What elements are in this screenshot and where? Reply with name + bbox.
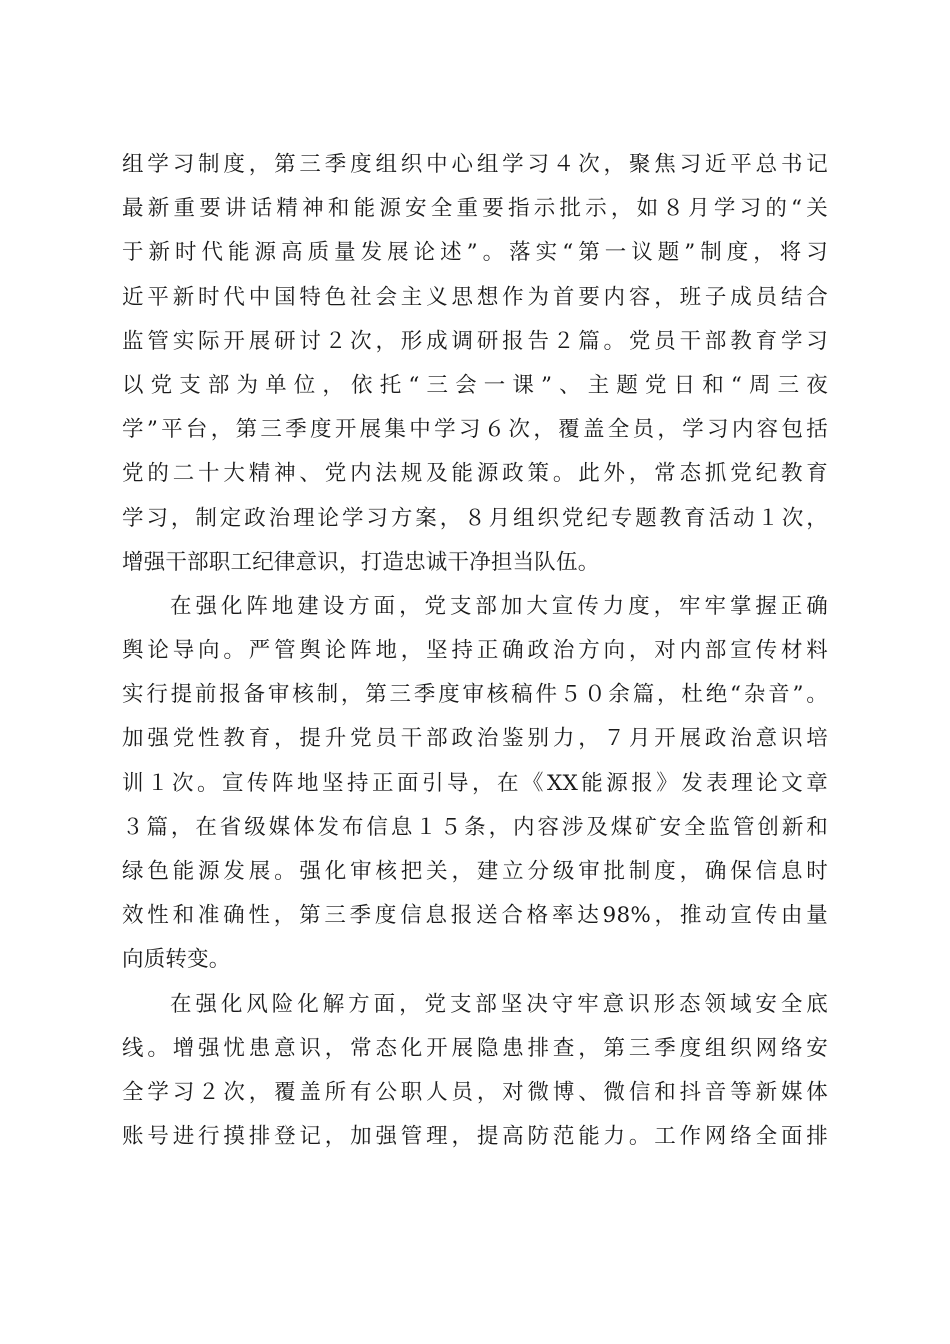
text-line: 账号进行摸排登记，加强管理，提高防范能力。工作网络全面排: [122, 1124, 828, 1150]
text-line: 全学习２次，覆盖所有公职人员，对微博、微信和抖音等新媒体: [122, 1079, 828, 1105]
text-line: 训１次。宣传阵地坚持正面引导，在《XX能源报》发表理论文章: [122, 770, 828, 796]
text-line: 最新重要讲话精神和能源安全重要指示批示，如８月学习的“关: [122, 196, 828, 222]
text-line: 学”平台，第三季度开展集中学习６次，覆盖全员，学习内容包括: [122, 417, 828, 443]
text-line: 监管实际开展研讨２次，形成调研报告２篇。党员干部教育学习: [122, 328, 828, 354]
text-line: 加强党性教育，提升党员干部政治鉴别力，７月开展政治意识培: [122, 726, 828, 752]
text-line: ３篇，在省级媒体发布信息１５条，内容涉及煤矿安全监管创新和: [122, 814, 828, 840]
text-line: 党的二十大精神、党内法规及能源政策。此外，常态抓党纪教育: [122, 461, 828, 487]
text-line: 向质转变。: [122, 947, 231, 973]
text-line: 于新时代能源高质量发展论述”。落实“第一议题”制度，将习: [122, 240, 828, 266]
text-line: 绿色能源发展。强化审核把关，建立分级审批制度，确保信息时: [122, 859, 828, 884]
text-line: 舆论导向。严管舆论阵地，坚持正确政治方向，对内部宣传材料: [122, 638, 828, 664]
paragraph-risk-resolution: [122, 983, 828, 1160]
text-line: 学习，制定政治理论学习方案，８月组织党纪专题教育活动１次，: [122, 505, 828, 531]
text-line: 实行提前报备审核制，第三季度审核稿件５０余篇，杜绝“杂音”。: [122, 682, 828, 708]
text-line: 在强化阵地建设方面，党支部加大宣传力度，牢牢掌握正确: [170, 593, 828, 619]
text-line: 效性和准确性，第三季度信息报送合格率达98%，推动宣传由量: [122, 903, 828, 929]
text-line: 以党支部为单位，依托“三会一课”、主题党日和“周三夜: [122, 372, 828, 398]
text-line: 增强干部职工纪律意识，打造忠诚干净担当队伍。: [122, 549, 600, 575]
text-line: 在强化风险化解方面，党支部坚决守牢意识形态领域安全底: [170, 991, 828, 1017]
text-line: 组学习制度，第三季度组织中心组学习４次，聚焦习近平总书记: [122, 152, 828, 177]
document-body: [122, 143, 828, 1159]
paragraph-position-building: [122, 585, 828, 983]
text-line: 线。增强忧患意识，常态化开展隐患排查，第三季度组织网络安: [122, 1035, 828, 1061]
paragraph-study-system: [122, 143, 828, 585]
text-line: 近平新时代中国特色社会主义思想作为首要内容，班子成员结合: [122, 284, 828, 310]
